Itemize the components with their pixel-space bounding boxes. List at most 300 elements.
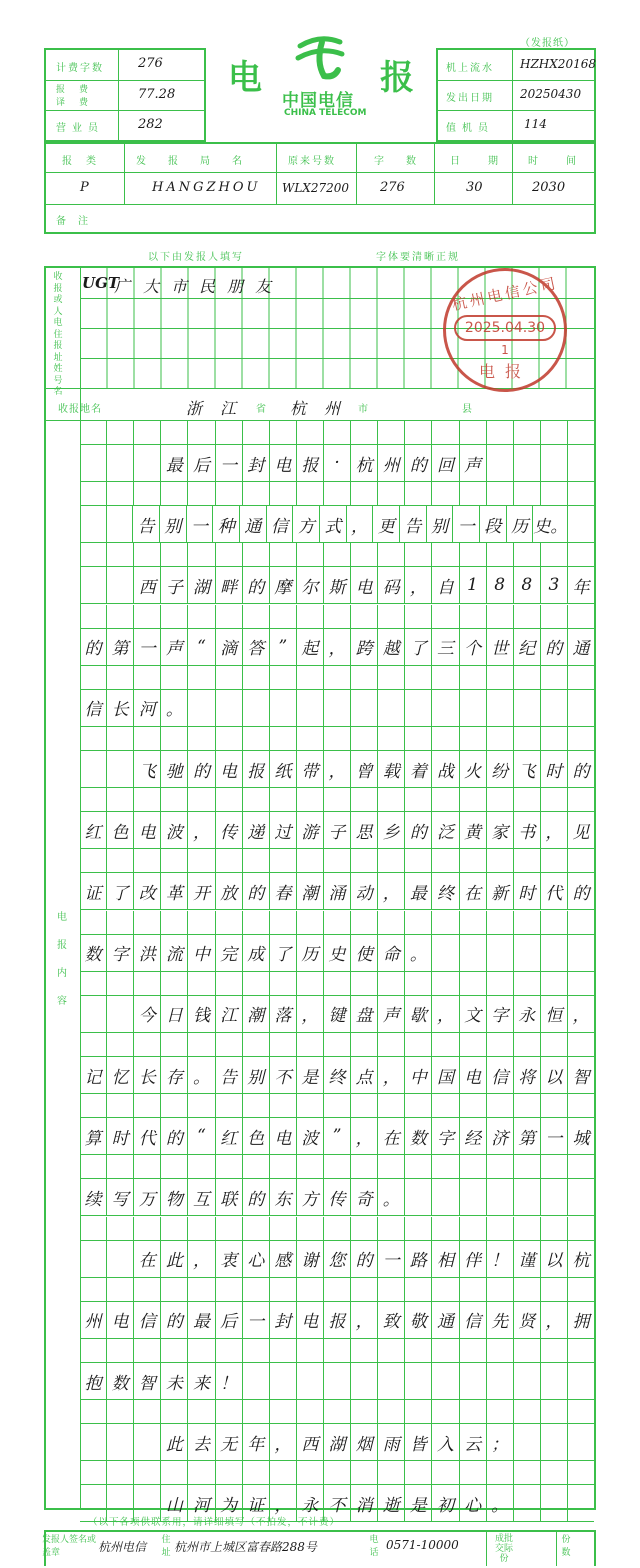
- message-char-cell: 东: [269, 1179, 296, 1215]
- message-char-cell: 不: [269, 1057, 296, 1093]
- message-char-cell: 抱: [84, 1373, 102, 1394]
- message-char-cell: [296, 690, 323, 726]
- message-char-cell: 城: [567, 1118, 594, 1154]
- grid-spacer-cell: [404, 605, 431, 628]
- grid-spacer-cell: [513, 605, 540, 628]
- grid-spacer-cell: [106, 482, 133, 505]
- message-line: [80, 811, 594, 849]
- grid-spacer-cell: [269, 849, 296, 872]
- message-char-cell: 时: [513, 873, 540, 909]
- message-char-cell: 8: [513, 567, 540, 603]
- message-char-cell: [80, 996, 106, 1032]
- message-char-cell: ·: [323, 445, 350, 481]
- grid-spacer-row: [80, 1033, 594, 1056]
- hdr-orig-value: WLX27200: [282, 181, 350, 195]
- message-char-cell: [513, 690, 540, 726]
- message-char-cell: 纪: [513, 629, 540, 665]
- message-char-cell: 革: [160, 873, 187, 909]
- message-char-cell: 了: [404, 629, 431, 665]
- grid-spacer-cell: [350, 849, 377, 872]
- grid-spacer-cell: [377, 482, 404, 505]
- message-char-cell: 放: [215, 873, 242, 909]
- message-char-cell: 更: [372, 506, 399, 542]
- serial-value: HZHX20168: [520, 57, 596, 71]
- message-char-cell: ”: [269, 629, 296, 665]
- message-char-cell: 信: [266, 506, 293, 542]
- message-char-cell: “: [187, 1118, 214, 1154]
- message-char-cell: 奇: [350, 1179, 377, 1215]
- message-char-cell: 。: [187, 1057, 214, 1093]
- grid-spacer-cell: [296, 1278, 323, 1301]
- grid-spacer-cell: [242, 911, 269, 934]
- grid-spacer-cell: [187, 605, 214, 628]
- footer-notice: （以下各项供联系用，请详细填写（不拍发，不计费）: [88, 1517, 341, 1528]
- message-char-cell: 方: [292, 506, 319, 542]
- address-province-suffix: 省: [256, 404, 268, 415]
- message-char-cell: 拥: [567, 1302, 594, 1338]
- grid-spacer-cell: [269, 1339, 296, 1362]
- message-char-cell: 互: [187, 1179, 214, 1215]
- title-left: 电: [228, 58, 262, 98]
- grid-spacer-cell: [187, 1033, 214, 1056]
- grid-spacer-cell: [269, 1033, 296, 1056]
- message-char-cell: 声: [459, 445, 486, 481]
- message-char-cell: 的: [404, 812, 431, 848]
- message-char-cell: 日: [160, 996, 187, 1032]
- message-char-cell: [431, 1179, 458, 1215]
- grid-spacer-cell: [269, 543, 296, 566]
- message-line: [80, 566, 594, 604]
- grid-spacer-cell: [459, 727, 486, 750]
- message-char-cell: 不: [323, 1485, 350, 1521]
- message-char-cell: ，: [269, 1485, 296, 1521]
- message-char-cell: 斯: [323, 567, 350, 603]
- grid-spacer-cell: [431, 1033, 458, 1056]
- message-char-cell: 一: [242, 1302, 269, 1338]
- message-char-cell: 信: [459, 1302, 486, 1338]
- grid-spacer-cell: [133, 482, 160, 505]
- grid-spacer-cell: [187, 543, 214, 566]
- grid-spacer-cell: [377, 911, 404, 934]
- grid-spacer-cell: [513, 1461, 540, 1484]
- grid-spacer-cell: [80, 788, 106, 811]
- grid-spacer-cell: [567, 482, 594, 505]
- message-char-cell: [242, 690, 269, 726]
- message-char-cell: 在: [459, 873, 486, 909]
- grid-spacer-cell: [296, 849, 323, 872]
- grid-spacer-cell: [106, 1339, 133, 1362]
- message-char-cell: 的: [540, 629, 567, 665]
- message-char-cell: 了: [106, 873, 133, 909]
- grid-spacer-cell: [133, 1094, 160, 1117]
- message-char-cell: 最: [404, 873, 431, 909]
- message-char-cell: 三: [431, 629, 458, 665]
- grid-spacer-cell: [80, 1033, 106, 1056]
- message-char-cell: 中: [187, 935, 214, 971]
- grid-spacer-cell: [567, 666, 594, 689]
- grid-spacer-cell: [269, 421, 296, 444]
- grid-spacer-cell: [431, 788, 458, 811]
- message-char-cell: 雨: [377, 1424, 404, 1460]
- message-char-cell: [80, 445, 106, 481]
- grid-spacer-cell: [160, 1033, 187, 1056]
- address-province: 浙江: [186, 399, 255, 418]
- grid-spacer-cell: [540, 727, 567, 750]
- message-char-cell: 使: [350, 935, 377, 971]
- message-char-cell: 联: [215, 1179, 242, 1215]
- message-char-cell: 飞: [513, 751, 540, 787]
- serial-label: 机上流水: [446, 63, 494, 74]
- seal-top-text: 杭州电信公司: [450, 273, 560, 315]
- seal-date: 2025.04.30: [454, 315, 556, 341]
- grid-spacer-cell: [540, 666, 567, 689]
- message-char-cell: 心: [459, 1485, 486, 1521]
- grid-spacer-row: [80, 1155, 594, 1178]
- hdr-office-label: 发报局名: [136, 156, 264, 167]
- message-char-cell: ，: [404, 567, 431, 603]
- message-char-cell: 落: [269, 996, 296, 1032]
- message-char-cell: 8: [486, 567, 513, 603]
- grid-spacer-cell: [187, 1217, 214, 1240]
- grid-spacer-cell: [160, 666, 187, 689]
- message-char-cell: 别: [159, 506, 186, 542]
- grid-spacer-cell: [486, 666, 513, 689]
- message-char-cell: 年: [567, 567, 594, 603]
- grid-spacer-cell: [269, 1278, 296, 1301]
- message-char-cell: 路: [404, 1241, 431, 1277]
- message-char-cell: 通: [567, 629, 594, 665]
- message-char-cell: 您: [323, 1241, 350, 1277]
- grid-spacer-cell: [459, 482, 486, 505]
- message-char-cell: [513, 1179, 540, 1215]
- grid-spacer-cell: [567, 1461, 594, 1484]
- message-char-cell: [106, 506, 133, 542]
- grid-spacer-cell: [133, 1278, 160, 1301]
- grid-spacer-cell: [459, 605, 486, 628]
- message-char-cell: 电: [269, 1118, 296, 1154]
- grid-spacer-cell: [350, 1278, 377, 1301]
- message-char-cell: 西: [296, 1424, 323, 1460]
- grid-spacer-cell: [269, 1217, 296, 1240]
- grid-spacer-cell: [404, 1400, 431, 1423]
- grid-spacer-cell: [296, 543, 323, 566]
- grid-spacer-cell: [431, 543, 458, 566]
- grid-spacer-cell: [540, 605, 567, 628]
- message-char-cell: 最: [187, 1302, 214, 1338]
- message-char-cell: 动: [350, 873, 377, 909]
- grid-spacer-cell: [242, 543, 269, 566]
- grid-spacer-cell: [242, 972, 269, 995]
- grid-spacer-cell: [377, 1033, 404, 1056]
- grid-spacer-cell: [513, 1217, 540, 1240]
- grid-spacer-row: [80, 1278, 594, 1301]
- grid-spacer-cell: [187, 1339, 214, 1362]
- grid-spacer-row: [80, 1217, 594, 1240]
- message-char-cell: 电: [133, 812, 160, 848]
- grid-spacer-cell: [404, 543, 431, 566]
- grid-spacer-cell: [215, 482, 242, 505]
- message-char-cell: [459, 1179, 486, 1215]
- grid-spacer-cell: [404, 788, 431, 811]
- message-char-cell: 春: [269, 873, 296, 909]
- message-char-cell: 电: [350, 567, 377, 603]
- grid-spacer-cell: [350, 421, 377, 444]
- message-char-cell: 感: [269, 1241, 296, 1277]
- message-char-cell: 子: [323, 812, 350, 848]
- message-char-cell: 在: [377, 1118, 404, 1154]
- message-char-cell: [486, 445, 513, 481]
- grid-spacer-cell: [187, 1155, 214, 1178]
- message-char-cell: ，: [323, 751, 350, 787]
- message-char-cell: 一: [133, 629, 160, 665]
- grid-spacer-cell: [106, 727, 133, 750]
- address-footer-label: 住址: [161, 1535, 171, 1558]
- grid-spacer-cell: [296, 1339, 323, 1362]
- message-char-cell: 告: [399, 506, 426, 542]
- grid-spacer-cell: [133, 972, 160, 995]
- grid-spacer-cell: [80, 972, 106, 995]
- message-char-cell: 滴: [215, 629, 242, 665]
- message-char-cell: 驰: [160, 751, 187, 787]
- grid-spacer-cell: [404, 1094, 431, 1117]
- message-char-cell: 世: [486, 629, 513, 665]
- grid-spacer-cell: [350, 911, 377, 934]
- grid-spacer-row: [80, 482, 594, 505]
- grid-spacer-cell: [404, 1155, 431, 1178]
- grid-spacer-cell: [540, 543, 567, 566]
- seal-bottom-text: 电报: [478, 362, 531, 381]
- address-label: 收报地名: [58, 404, 102, 415]
- grid-spacer-cell: [80, 605, 106, 628]
- grid-spacer-cell: [377, 972, 404, 995]
- grid-spacer-cell: [133, 1217, 160, 1240]
- message-char-cell: [540, 935, 567, 971]
- grid-spacer-cell: [540, 482, 567, 505]
- message-char-cell: 红: [215, 1118, 242, 1154]
- grid-spacer-cell: [133, 421, 160, 444]
- address-city-suffix: 市: [358, 404, 370, 415]
- message-char-cell: 的: [242, 873, 269, 909]
- message-char-cell: 的: [160, 1302, 187, 1338]
- grid-spacer-cell: [160, 727, 187, 750]
- message-char-cell: 火: [459, 751, 486, 787]
- grid-spacer-cell: [540, 421, 567, 444]
- grid-spacer-cell: [133, 1400, 160, 1423]
- message-char-cell: 江: [215, 996, 242, 1032]
- message-char-cell: [350, 1363, 377, 1399]
- grid-spacer-cell: [160, 1155, 187, 1178]
- message-char-cell: [269, 690, 296, 726]
- message-char-cell: [80, 567, 106, 603]
- grid-spacer-row: [80, 788, 594, 811]
- grid-spacer-cell: [323, 1461, 350, 1484]
- grid-spacer-cell: [459, 1033, 486, 1056]
- grid-spacer-cell: [80, 421, 106, 444]
- message-char-cell: 历: [296, 935, 323, 971]
- grid-spacer-cell: [513, 1339, 540, 1362]
- grid-spacer-cell: [323, 1033, 350, 1056]
- message-char-cell: 终: [431, 873, 458, 909]
- message-char-cell: [567, 1179, 594, 1215]
- grid-spacer-cell: [242, 1400, 269, 1423]
- grid-spacer-cell: [269, 666, 296, 689]
- grid-spacer-cell: [80, 1217, 106, 1240]
- message-char-cell: 的: [160, 1118, 187, 1154]
- message-char-cell: 电: [106, 1302, 133, 1338]
- grid-spacer-cell: [567, 1217, 594, 1240]
- message-char-cell: 永: [296, 1485, 323, 1521]
- grid-spacer-cell: [106, 1217, 133, 1240]
- message-char-cell: 完: [215, 935, 242, 971]
- grid-spacer-cell: [540, 788, 567, 811]
- fee-label-2: 译费: [56, 98, 103, 108]
- grid-spacer-cell: [350, 543, 377, 566]
- grid-spacer-cell: [513, 911, 540, 934]
- message-char-cell: 波: [160, 812, 187, 848]
- message-line: [80, 444, 594, 482]
- message-char-cell: [540, 445, 567, 481]
- message-char-cell: 史: [323, 935, 350, 971]
- message-char-cell: 字: [431, 1118, 458, 1154]
- grid-spacer-cell: [160, 849, 187, 872]
- message-char-cell: 答: [242, 629, 269, 665]
- message-char-cell: [513, 1424, 540, 1460]
- grid-spacer-cell: [431, 727, 458, 750]
- grid-spacer-cell: [269, 911, 296, 934]
- grid-spacer-cell: [567, 1400, 594, 1423]
- message-char-cell: ，: [431, 996, 458, 1032]
- message-char-cell: 个: [459, 629, 486, 665]
- grid-spacer-cell: [567, 605, 594, 628]
- message-char-cell: 去: [187, 1424, 214, 1460]
- title-right: 报: [380, 58, 414, 98]
- grid-spacer-cell: [296, 605, 323, 628]
- message-char-cell: 的: [567, 751, 594, 787]
- message-char-cell: 自: [431, 567, 458, 603]
- grid-spacer-cell: [269, 482, 296, 505]
- message-char-cell: [80, 751, 106, 787]
- grid-spacer-cell: [242, 1339, 269, 1362]
- message-char-cell: 流: [160, 935, 187, 971]
- message-char-cell: 州: [84, 1312, 102, 1333]
- message-char-cell: 摩: [269, 567, 296, 603]
- message-char-cell: 信: [486, 1057, 513, 1093]
- grid-spacer-cell: [350, 1400, 377, 1423]
- message-char-cell: ，: [567, 996, 594, 1032]
- message-char-cell: 起: [296, 629, 323, 665]
- message-char-cell: 伴: [459, 1241, 486, 1277]
- message-char-cell: 通: [239, 506, 266, 542]
- message-char-cell: 报: [323, 1302, 350, 1338]
- message-char-cell: 先: [486, 1302, 513, 1338]
- copy-label: （发报纸）: [520, 38, 575, 49]
- message-char-cell: 子: [160, 567, 187, 603]
- grid-spacer-cell: [431, 849, 458, 872]
- message-char-cell: 命: [377, 935, 404, 971]
- grid-spacer-cell: [486, 972, 513, 995]
- grid-spacer-cell: [431, 605, 458, 628]
- grid-spacer-cell: [431, 1217, 458, 1240]
- message-char-cell: [106, 1241, 133, 1277]
- grid-spacer-cell: [377, 1461, 404, 1484]
- message-char-cell: 飞: [133, 751, 160, 787]
- message-char-cell: 衷: [215, 1241, 242, 1277]
- grid-spacer-cell: [187, 727, 214, 750]
- message-char-cell: 数: [404, 1118, 431, 1154]
- message-char-cell: 杭: [350, 445, 377, 481]
- message-char-cell: ！: [215, 1363, 242, 1399]
- hdr-date-value: 30: [466, 180, 483, 195]
- address-city: 杭州: [290, 399, 359, 418]
- grid-spacer-cell: [323, 911, 350, 934]
- grid-spacer-cell: [323, 1339, 350, 1362]
- grid-spacer-cell: [215, 421, 242, 444]
- message-char-cell: 纸: [269, 751, 296, 787]
- grid-spacer-cell: [242, 1278, 269, 1301]
- word-count-value: 276: [138, 56, 163, 71]
- message-char-cell: 码: [377, 567, 404, 603]
- grid-spacer-cell: [377, 849, 404, 872]
- grid-spacer-cell: [486, 1217, 513, 1240]
- message-char-cell: 黄: [459, 812, 486, 848]
- grid-spacer-cell: [242, 1461, 269, 1484]
- grid-spacer-row: [80, 605, 594, 628]
- grid-spacer-cell: [459, 788, 486, 811]
- phone-label: 电话: [369, 1535, 379, 1558]
- grid-spacer-cell: [160, 1461, 187, 1484]
- message-char-cell: 涌: [323, 873, 350, 909]
- grid-spacer-cell: [106, 849, 133, 872]
- grid-spacer-cell: [404, 666, 431, 689]
- grid-spacer-cell: [567, 911, 594, 934]
- message-char-cell: 封: [269, 1302, 296, 1338]
- message-char-cell: 游: [296, 812, 323, 848]
- hdr-count-label: 字数: [374, 156, 438, 167]
- grid-spacer-cell: [459, 666, 486, 689]
- grid-spacer-cell: [215, 666, 242, 689]
- grid-spacer-cell: [377, 666, 404, 689]
- grid-spacer-cell: [187, 1461, 214, 1484]
- instruction-right: 字体要清晰正规: [376, 252, 460, 263]
- grid-spacer-cell: [215, 1461, 242, 1484]
- word-count-label: 计费字数: [56, 63, 104, 74]
- grid-spacer-cell: [133, 1461, 160, 1484]
- grid-spacer-cell: [80, 666, 106, 689]
- grid-spacer-cell: [160, 1400, 187, 1423]
- message-char-cell: 种: [212, 506, 239, 542]
- grid-spacer-cell: [431, 972, 458, 995]
- grid-spacer-row: [80, 421, 594, 444]
- message-char-cell: 传: [215, 812, 242, 848]
- grid-spacer-row: [80, 1461, 594, 1484]
- grid-spacer-cell: [269, 972, 296, 995]
- message-char-cell: [242, 1363, 269, 1399]
- grid-spacer-cell: [160, 543, 187, 566]
- grid-spacer-cell: [187, 482, 214, 505]
- message-char-cell: 通: [431, 1302, 458, 1338]
- grid-spacer-cell: [133, 849, 160, 872]
- message-char-cell: 别: [242, 1057, 269, 1093]
- grid-spacer-cell: [513, 1155, 540, 1178]
- message-char-cell: ，: [540, 1302, 567, 1338]
- grid-spacer-cell: [350, 1094, 377, 1117]
- grid-spacer-cell: [215, 1217, 242, 1240]
- message-char-cell: 一: [377, 1241, 404, 1277]
- message-char-cell: 时: [106, 1118, 133, 1154]
- grid-spacer-cell: [431, 1339, 458, 1362]
- message-char-cell: 着: [404, 751, 431, 787]
- grid-spacer-cell: [323, 727, 350, 750]
